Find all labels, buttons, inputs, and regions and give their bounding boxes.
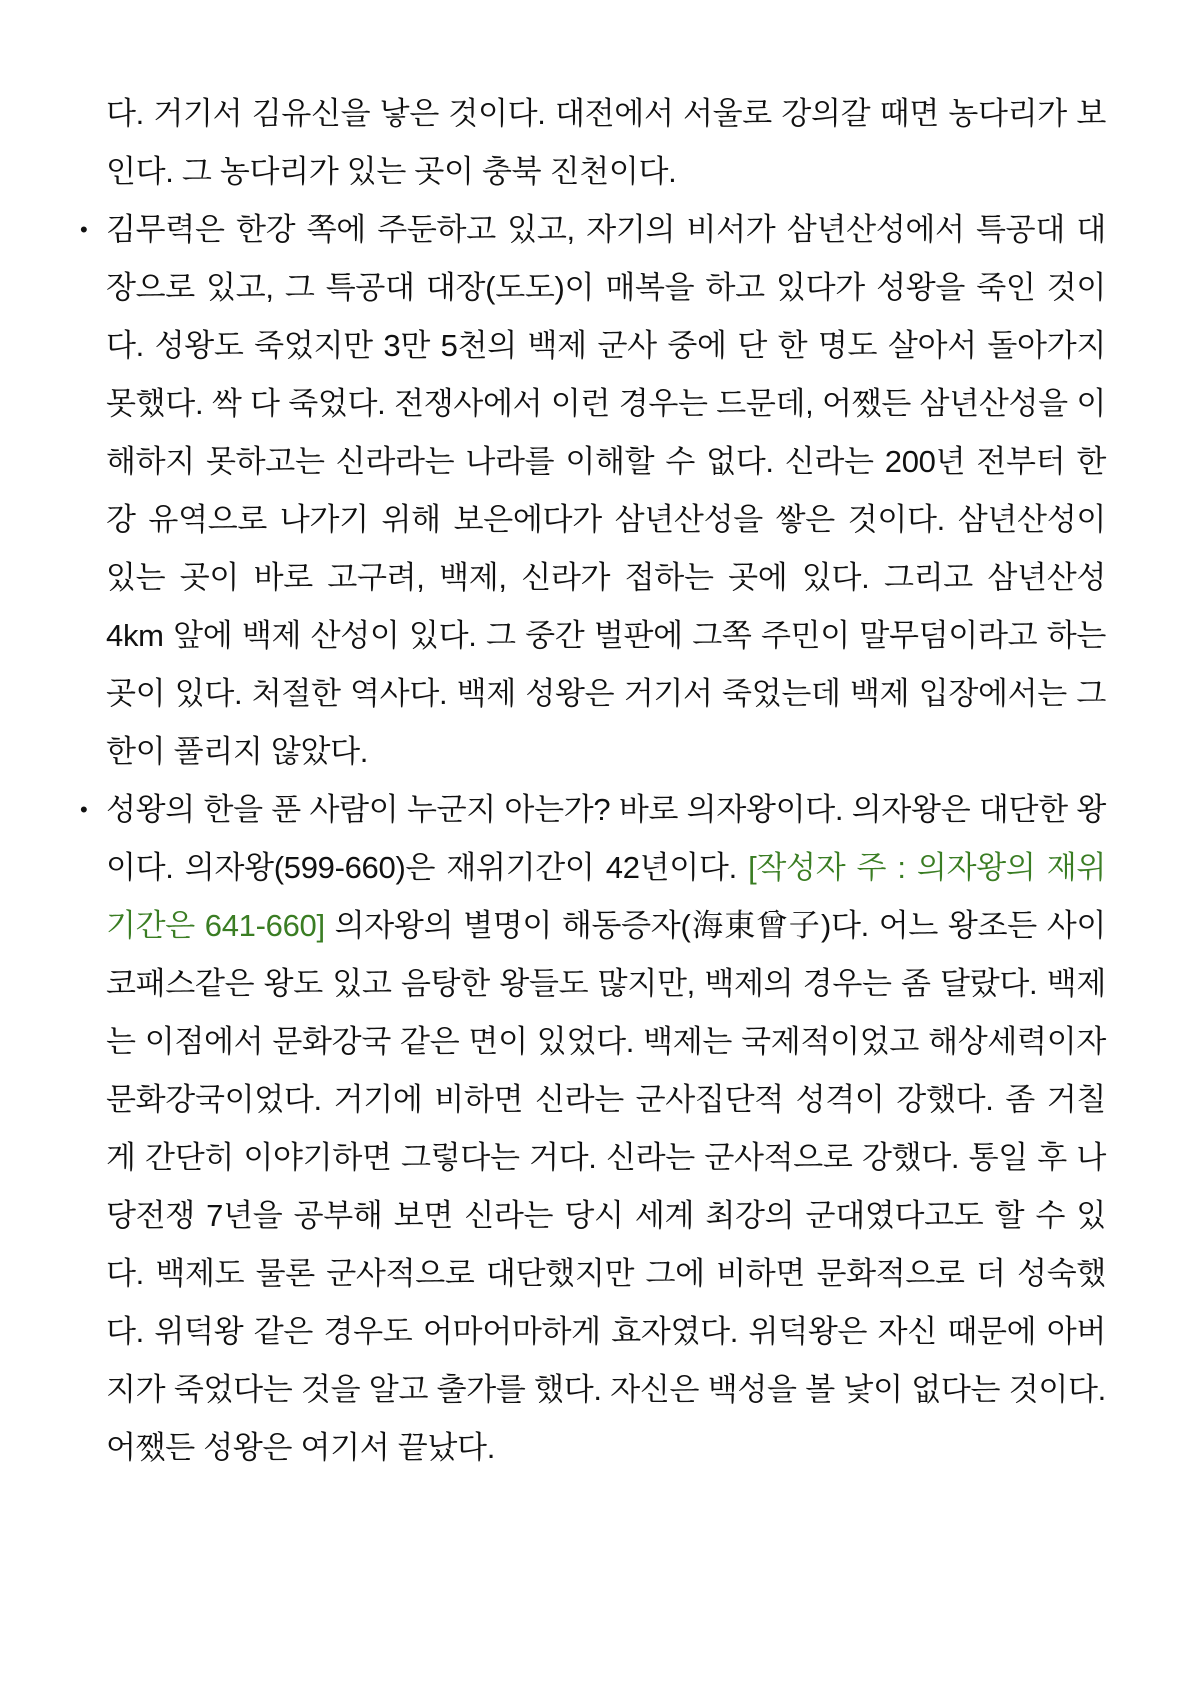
paragraph-bullet-kim-muryeok: [80, 201, 1106, 781]
text-segment: 다. 거기서 김유신을 낳은 것이다. 대전에서 서울로 강의갈 때면 농다리가 보인다. 그 농다리가 있는 곳이 충북 진천이다.: [106, 96, 1106, 189]
text-segment: 의자왕의 별명이 해동증자(海東曾子)다. 어느 왕조든 사이코패스같은 왕도 있고 음탕한 왕들도 많지만, 백제의 경우는 좀 달랐다. 백제는 이점에서 문화강국 같은 면이 있었다. 백제는 국제적이었고 해상세력이자 문화강국이었다. 거기에 비하면 신라는 군사집단적 성격이 강했다. 좀 거칠게 간단히 이야기하면 그렇다는 거다. 신라는 군사적으로 강했다. 통일 후 나당전쟁 7년을 공부해 보면 신라는 당시 세계 최강의 군대였다고도 할 수 있다. 백제도 물론 군사적으로 대단했지만 그에 비하면 문화적으로 더 성숙했다. 위덕왕 같은 경우도 어마어마하게 효자였다. 위덕왕은 자신 때문에 아버지가 죽었다는 것을 알고 출가를 했다. 자신은 백성을 볼 낯이 없다는 것이다. 어쨌든 성왕은 여기서 끝났다.: [106, 908, 1107, 1465]
bullet-marker: •: [80, 217, 88, 242]
bullet-marker: •: [80, 797, 88, 822]
paragraph-continuation: [106, 85, 1106, 201]
author-note-annotation: [작성자 주 : 의자왕의 재위기간은 641-660]: [106, 850, 1107, 943]
text-segment: 김무력은 한강 쪽에 주둔하고 있고, 자기의 비서가 삼년산성에서 특공대 대장으로 있고, 그 특공대 대장(도도)이 매복을 하고 있다가 성왕을 죽인 것이다. 성왕도 죽었지만 3만 5천의 백제 군사 중에 단 한 명도 살아서 돌아가지 못했다. 싹 다 죽었다. 전쟁사에서 이런 경우는 드문데, 어쨌든 삼년산성을 이해하지 못하고는 신라라는 나라를 이해할 수 없다. 신라는 200년 전부터 한강 유역으로 나가기 위해 보은에다가 삼년산성을 쌓은 것이다. 삼년산성이 있는 곳이 바로 고구려, 백제, 신라가 접하는 곳에 있다. 그리고 삼년산성 4km 앞에 백제 산성이 있다. 그 중간 벌판에 그쪽 주민이 말무덤이라고 하는 곳이 있다. 처절한 역사다. 백제 성왕은 거기서 죽었는데 백제 입장에서는 그 한이 풀리지 않았다.: [106, 212, 1106, 769]
text-segment: 성왕의 한을 푼 사람이 누군지 아는가? 바로 의자왕이다. 의자왕은 대단한 왕이다. 의자왕(599-660)은 재위기간이 42년이다.: [106, 792, 1106, 885]
paragraph-bullet-uija-king: [80, 781, 1107, 1477]
